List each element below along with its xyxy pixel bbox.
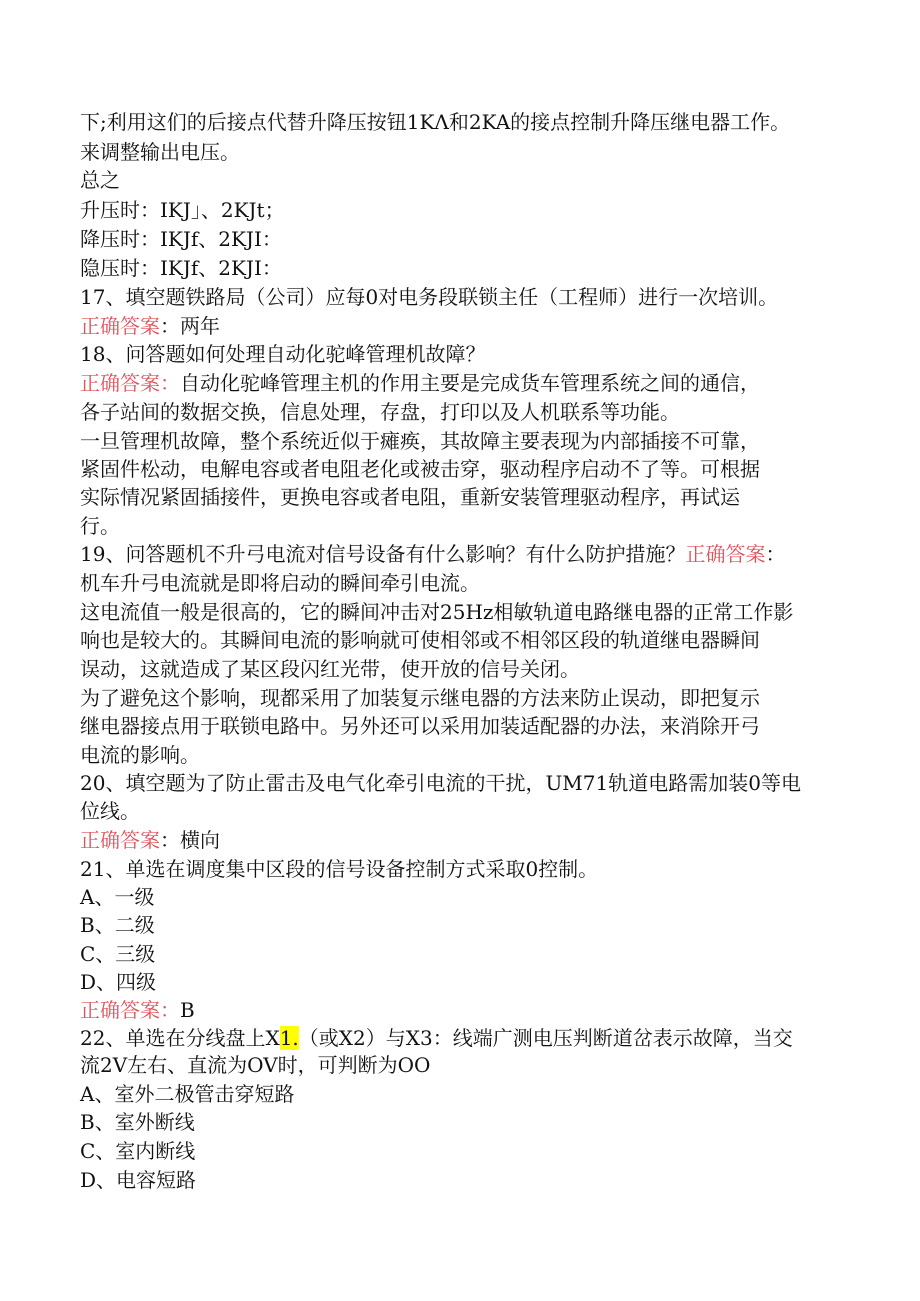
line-text: 这电流值一般是很高的，它的瞬间冲击对25Hz相敏轨道电路继电器的正常工作影 bbox=[80, 600, 794, 624]
text-line bbox=[80, 196, 285, 224]
line-text: C、室内断线 bbox=[80, 1139, 196, 1163]
line-text: 17、填空题铁路局（公司）应每0对电务段联锁主任（工程师）进行一次培训。 bbox=[80, 285, 779, 309]
line-text: A、一级 bbox=[80, 885, 155, 909]
text-line bbox=[80, 712, 760, 740]
text-line bbox=[80, 598, 793, 626]
text-line bbox=[80, 1024, 793, 1052]
text-line bbox=[80, 1166, 196, 1194]
text-line bbox=[80, 138, 240, 166]
line-text: 20、填空题为了防止雷击及电气化牵引电流的干扰，UM71轨道电路需加装0等电 bbox=[80, 771, 801, 795]
answer-label: 正确答案 bbox=[80, 314, 160, 338]
text-line bbox=[80, 569, 480, 597]
text-line bbox=[80, 483, 740, 511]
line-text: ：横向 bbox=[160, 828, 220, 852]
text-line bbox=[80, 455, 760, 483]
line-text: 下;利用这们的后接点代替升降压按钮1KΛ和2KA的接点控制升降压继电器工作。 bbox=[80, 110, 791, 134]
text-line bbox=[80, 427, 760, 455]
text-line bbox=[80, 940, 155, 968]
line-text: ： bbox=[765, 542, 786, 566]
text-line bbox=[80, 166, 120, 194]
line-text: D、四级 bbox=[80, 970, 157, 994]
text-line bbox=[80, 855, 598, 883]
answer-label: 正确答案： bbox=[80, 998, 180, 1022]
text-line bbox=[80, 108, 790, 136]
line-text: 隐压时：IKJf、2KJI： bbox=[80, 256, 282, 280]
text-line bbox=[80, 283, 778, 311]
line-text: 升压时：IKJ」、2KJt； bbox=[80, 198, 285, 222]
text-line bbox=[80, 1080, 294, 1108]
line-text: 自动化驼峰管理主机的作用主要是完成货车管理系统之间的通信， bbox=[180, 371, 760, 395]
text-line bbox=[80, 741, 200, 769]
text-line bbox=[80, 540, 785, 568]
line-text: ：两年 bbox=[160, 314, 220, 338]
text-line bbox=[80, 769, 801, 797]
line-text: 来调整输出电压。 bbox=[80, 140, 240, 164]
line-text: 位线。 bbox=[80, 799, 140, 823]
text-line bbox=[80, 340, 485, 368]
text-line bbox=[80, 626, 760, 654]
line-text: A、室外二极管击穿短路 bbox=[80, 1082, 295, 1106]
line-text: 18、问答题如何处理自动化驼峰管理机故障？ bbox=[80, 342, 486, 366]
line-text: 降压时：IKJf、2KJI： bbox=[80, 227, 282, 251]
answer-label: 正确答案： bbox=[80, 371, 180, 395]
text-line bbox=[80, 254, 282, 282]
line-text: 各子站间的数据交换，信息处理，存盘，打印以及人机联系等功能。 bbox=[80, 400, 680, 424]
line-text: B、室外断线 bbox=[80, 1110, 195, 1134]
line-text: 21、单选在调度集中区段的信号设备控制方式采取0控制。 bbox=[80, 857, 599, 881]
line-text: 电流的影响。 bbox=[80, 743, 200, 767]
line-text: 响也是较大的。其瞬间电流的影响就可使相邻或不相邻区段的轨道继电器瞬间 bbox=[80, 628, 760, 652]
text-line bbox=[80, 797, 140, 825]
text-line bbox=[80, 312, 220, 340]
line-text: 继电器接点用于联锁电路中。另外还可以采用加装适配器的办法，来消除开弓 bbox=[80, 714, 760, 738]
answer-label: 正确答案 bbox=[80, 828, 160, 852]
line-text: D、电容短路 bbox=[80, 1168, 197, 1192]
highlighted-text: 1. bbox=[279, 1026, 299, 1050]
line-text: 行。 bbox=[80, 514, 120, 538]
text-line bbox=[80, 996, 195, 1024]
line-text: 机车升弓电流就是即将启动的瞬间牵引电流。 bbox=[80, 571, 480, 595]
text-line bbox=[80, 512, 120, 540]
text-line bbox=[80, 911, 155, 939]
line-text: C、三级 bbox=[80, 942, 156, 966]
text-line bbox=[80, 826, 220, 854]
line-text: B、二级 bbox=[80, 913, 155, 937]
line-text: 一旦管理机故障，整个系统近似于瘫痪，其故障主要表现为内部插接不可靠， bbox=[80, 429, 760, 453]
line-text: 紧固件松动，电解电容或者电阻老化或被击穿，驱动程序启动不了等。可根据 bbox=[80, 457, 760, 481]
line-text: 实际情况紧固插接件，更换电容或者电阻，重新安装管理驱动程序，再试运 bbox=[80, 485, 740, 509]
line-text: B bbox=[180, 998, 195, 1022]
line-text: （或X2）与X3：线端广测电压判断道岔表示故障，当交 bbox=[298, 1026, 793, 1050]
text-line bbox=[80, 1051, 430, 1079]
text-line bbox=[80, 1137, 195, 1165]
text-line bbox=[80, 883, 154, 911]
text-line bbox=[80, 655, 580, 683]
text-line bbox=[80, 398, 680, 426]
line-text: 19、问答题机不升弓电流对信号设备有什么影响？有什么防护措施？ bbox=[80, 542, 686, 566]
line-text: 总之 bbox=[80, 168, 120, 192]
text-line bbox=[80, 1108, 195, 1136]
line-text: 流2V左右、直流为OV时，可判断为OO bbox=[80, 1053, 431, 1077]
answer-label: 正确答案 bbox=[685, 542, 766, 566]
text-line bbox=[80, 225, 282, 253]
line-text: 为了避免这个影响，现都采用了加装复示继电器的方法来防止误动，即把复示 bbox=[80, 686, 760, 710]
text-line bbox=[80, 369, 760, 397]
line-text: 误动，这就造成了某区段闪红光带，使开放的信号关闭。 bbox=[80, 657, 580, 681]
text-line bbox=[80, 684, 760, 712]
line-text: 22、单选在分线盘上X bbox=[80, 1026, 280, 1050]
text-line bbox=[80, 968, 156, 996]
